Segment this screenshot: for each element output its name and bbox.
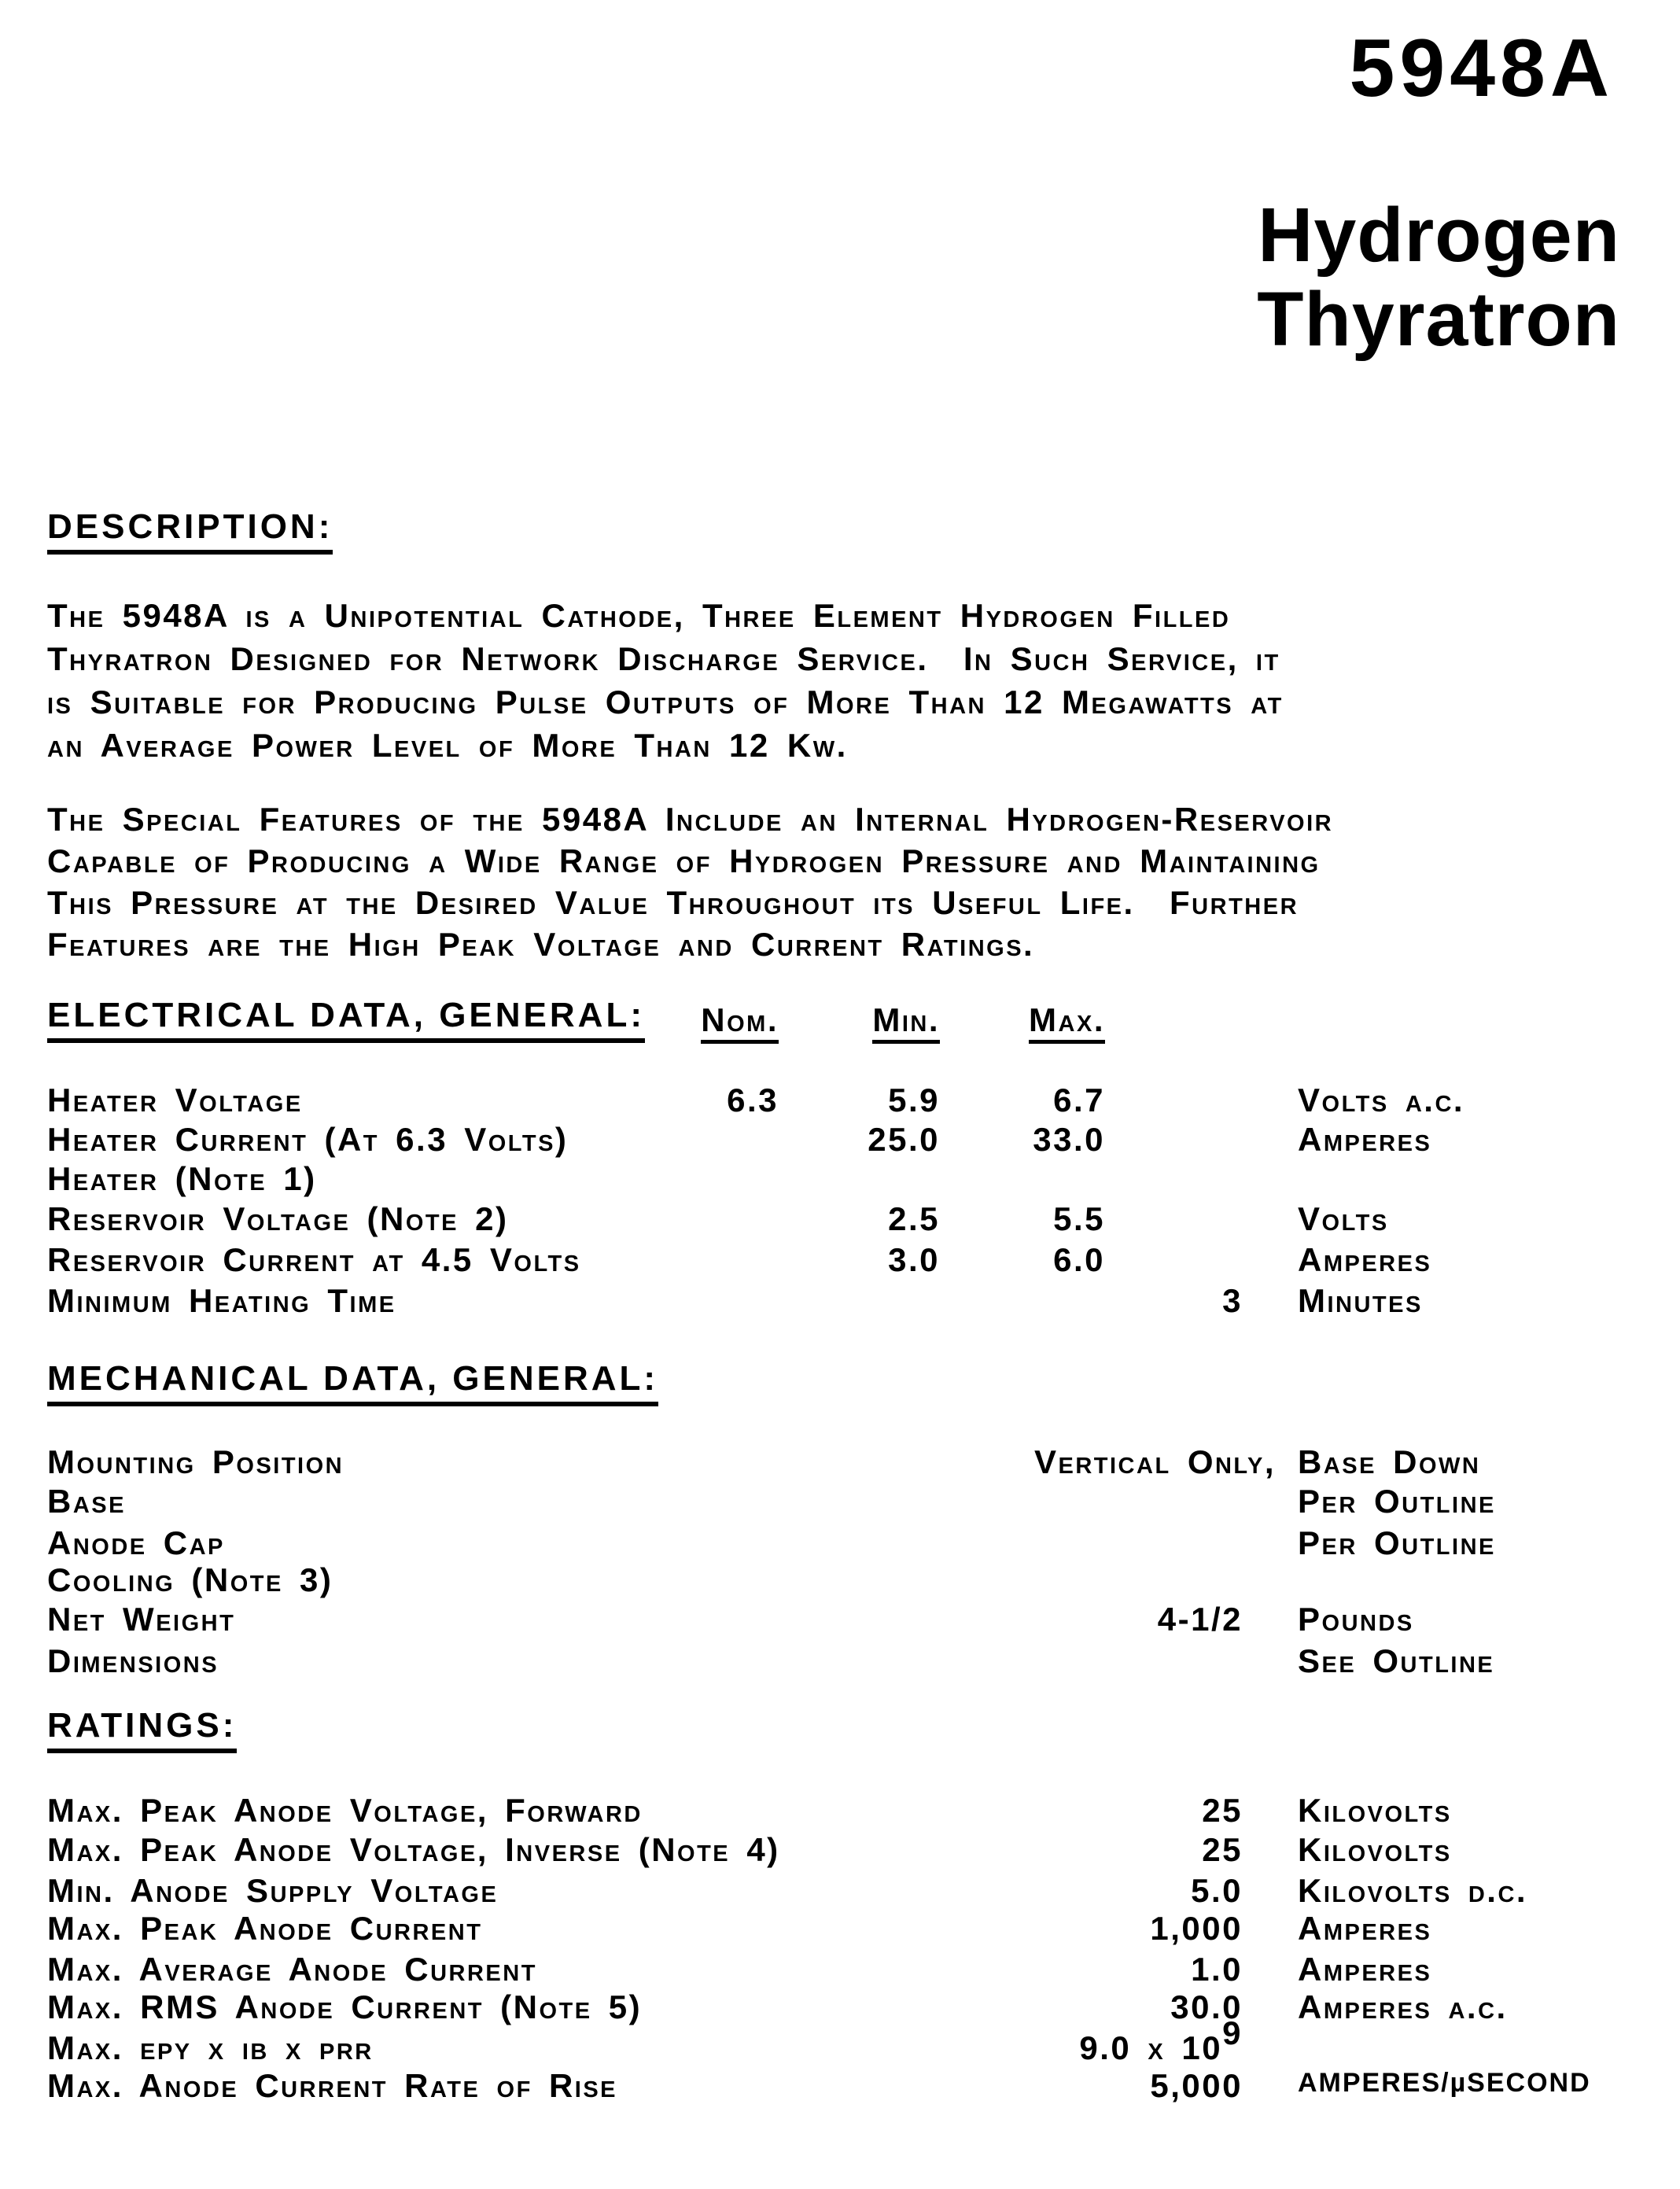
row-label: Base (47, 1483, 126, 1520)
unit-label: Kilovolts (1298, 1792, 1452, 1829)
row-label: Anode Cap (47, 1524, 225, 1561)
row-value: 3 (1222, 1282, 1243, 1319)
row-label: Heater Voltage (47, 1082, 303, 1118)
row-value: Per Outline (1298, 1524, 1496, 1561)
row-label: Cooling (Note 3) (47, 1561, 333, 1598)
table-row (0, 1833, 1680, 1874)
column-header-max: Max. (877, 1004, 1105, 1044)
rating-value: 5,000 (1150, 2067, 1243, 2104)
table-row (0, 1561, 1680, 1605)
paragraph-line: The 5948A is a Unipotential Cathode, Three Element Hydrogen Filled (47, 597, 1231, 634)
unit-label: Amperes (1298, 1951, 1432, 1988)
table-row (0, 1200, 1680, 1244)
unit-label: Amperes (1298, 1241, 1432, 1278)
rating-value: 1,000 (1150, 1910, 1243, 1947)
rating-value-mantissa: 9.0 x 10 (1079, 2029, 1223, 2066)
row-label: Min. Anode Supply Voltage (47, 1872, 499, 1909)
rating-value: 5.0 (1191, 1872, 1243, 1909)
paragraph-line: is Suitable for Producing Pulse Outputs of More Than 12 Megawatts at (47, 684, 1284, 720)
rating-value: 25 (1202, 1792, 1243, 1829)
paragraph-line: The Special Features of the 5948A Include an Internal Hydrogen-Reservoir (47, 801, 1334, 838)
product-title-line-1: Hydrogen (1258, 192, 1620, 278)
table-row (0, 1912, 1680, 1953)
nom-value: 6.3 (727, 1082, 779, 1118)
row-label: Mounting Position (47, 1443, 344, 1480)
table-row (0, 2069, 1680, 2110)
table-row (0, 1443, 1680, 1487)
row-label: Heater Current (At 6.3 Volts) (47, 1121, 569, 1158)
unit-label: Amperes (1298, 1910, 1432, 1947)
min-value: 5.9 (888, 1082, 940, 1118)
row-label: Max. epy x ib x prr (47, 2029, 374, 2066)
rating-value (975, 2014, 1243, 2066)
row-label: Max. RMS Anode Current (Note 5) (47, 1988, 643, 2025)
description-paragraph-1 (47, 594, 1284, 767)
row-value: Base Down (1298, 1443, 1481, 1480)
row-label: Max. Peak Anode Current (47, 1910, 483, 1947)
table-row (0, 1988, 1680, 2032)
column-header-nom: Nom. (551, 1004, 779, 1044)
section-heading-description: DESCRIPTION: (47, 510, 333, 555)
paragraph-line: Features are the High Peak Voltage and Current Ratings. (47, 926, 1035, 963)
row-label: Minimum Heating Time (47, 1282, 396, 1319)
product-title (1257, 193, 1620, 361)
row-label: Reservoir Voltage (Note 2) (47, 1200, 509, 1237)
unit-label: Pounds (1298, 1601, 1414, 1638)
min-value: 2.5 (888, 1200, 940, 1237)
unit-label: Amperes (1298, 1121, 1432, 1158)
table-row (0, 1123, 1680, 1164)
unit-label: Volts a.c. (1298, 1082, 1465, 1118)
table-row (0, 1642, 1680, 1686)
product-title-line-2: Thyratron (1257, 276, 1620, 362)
model-number: 5948A (1349, 23, 1614, 114)
row-label: Max. Anode Current Rate of Rise (47, 2067, 618, 2104)
row-label: Heater (Note 1) (47, 1160, 317, 1197)
row-label: Dimensions (47, 1642, 219, 1679)
description-paragraph-2 (47, 798, 1333, 965)
row-value-prefix: Vertical Only, (1033, 1443, 1276, 1480)
min-value: 3.0 (888, 1241, 940, 1278)
max-value: 5.5 (1053, 1200, 1105, 1237)
row-value: See Outline (1298, 1642, 1495, 1679)
row-label: Net Weight (47, 1601, 236, 1638)
paragraph-line: Capable of Producing a Wide Range of Hydrogen Pressure and Maintaining (47, 842, 1321, 879)
table-row (0, 1485, 1680, 1526)
paragraph-line: Thyratron Designed for Network Discharge Service. In Such Service, it (47, 640, 1280, 677)
unit-label: Kilovolts (1298, 1831, 1452, 1868)
rating-value: 25 (1202, 1831, 1243, 1868)
row-label: Max. Average Anode Current (47, 1951, 537, 1988)
row-label: Reservoir Current at 4.5 Volts (47, 1241, 581, 1278)
rating-value-exponent: 9 (1222, 2014, 1243, 2052)
unit-label: Amperes a.c. (1298, 1988, 1508, 2025)
row-label: Max. Peak Anode Voltage, Inverse (Note 4) (47, 1831, 780, 1868)
min-value: 25.0 (868, 1121, 940, 1158)
unit-label: Volts (1298, 1200, 1389, 1237)
paragraph-line: This Pressure at the Desired Value Throughout its Useful Life. Further (47, 884, 1299, 921)
table-row (0, 1284, 1680, 1325)
rating-value: 1.0 (1191, 1951, 1243, 1988)
table-row (0, 1241, 1680, 1284)
max-value: 6.0 (1053, 1241, 1105, 1278)
max-value: 33.0 (1033, 1121, 1105, 1158)
unit-label: AMPERES/µSECOND (1298, 2068, 1591, 2098)
section-heading-ratings: RATINGS: (47, 1708, 237, 1753)
table-row (0, 1603, 1680, 1644)
paragraph-line: an Average Power Level of More Than 12 Kw. (47, 727, 848, 764)
table-row (0, 1794, 1680, 1835)
electrical-column-headers (0, 1001, 1680, 1045)
column-header-min: Min. (712, 1004, 940, 1044)
row-label: Max. Peak Anode Voltage, Forward (47, 1792, 643, 1829)
row-value: Per Outline (1298, 1483, 1496, 1520)
section-heading-electrical: ELECTRICAL DATA, GENERAL: (47, 998, 645, 1043)
unit-label: Minutes (1298, 1282, 1423, 1319)
rating-value: 30.0 (1170, 1988, 1243, 2025)
section-heading-mechanical: MECHANICAL DATA, GENERAL: (47, 1362, 658, 1406)
table-row (0, 1160, 1680, 1203)
table-row (0, 1084, 1680, 1125)
unit-label: Kilovolts d.c. (1298, 1872, 1528, 1909)
row-value: 4-1/2 (1157, 1601, 1243, 1638)
max-value: 6.7 (1053, 1082, 1105, 1118)
